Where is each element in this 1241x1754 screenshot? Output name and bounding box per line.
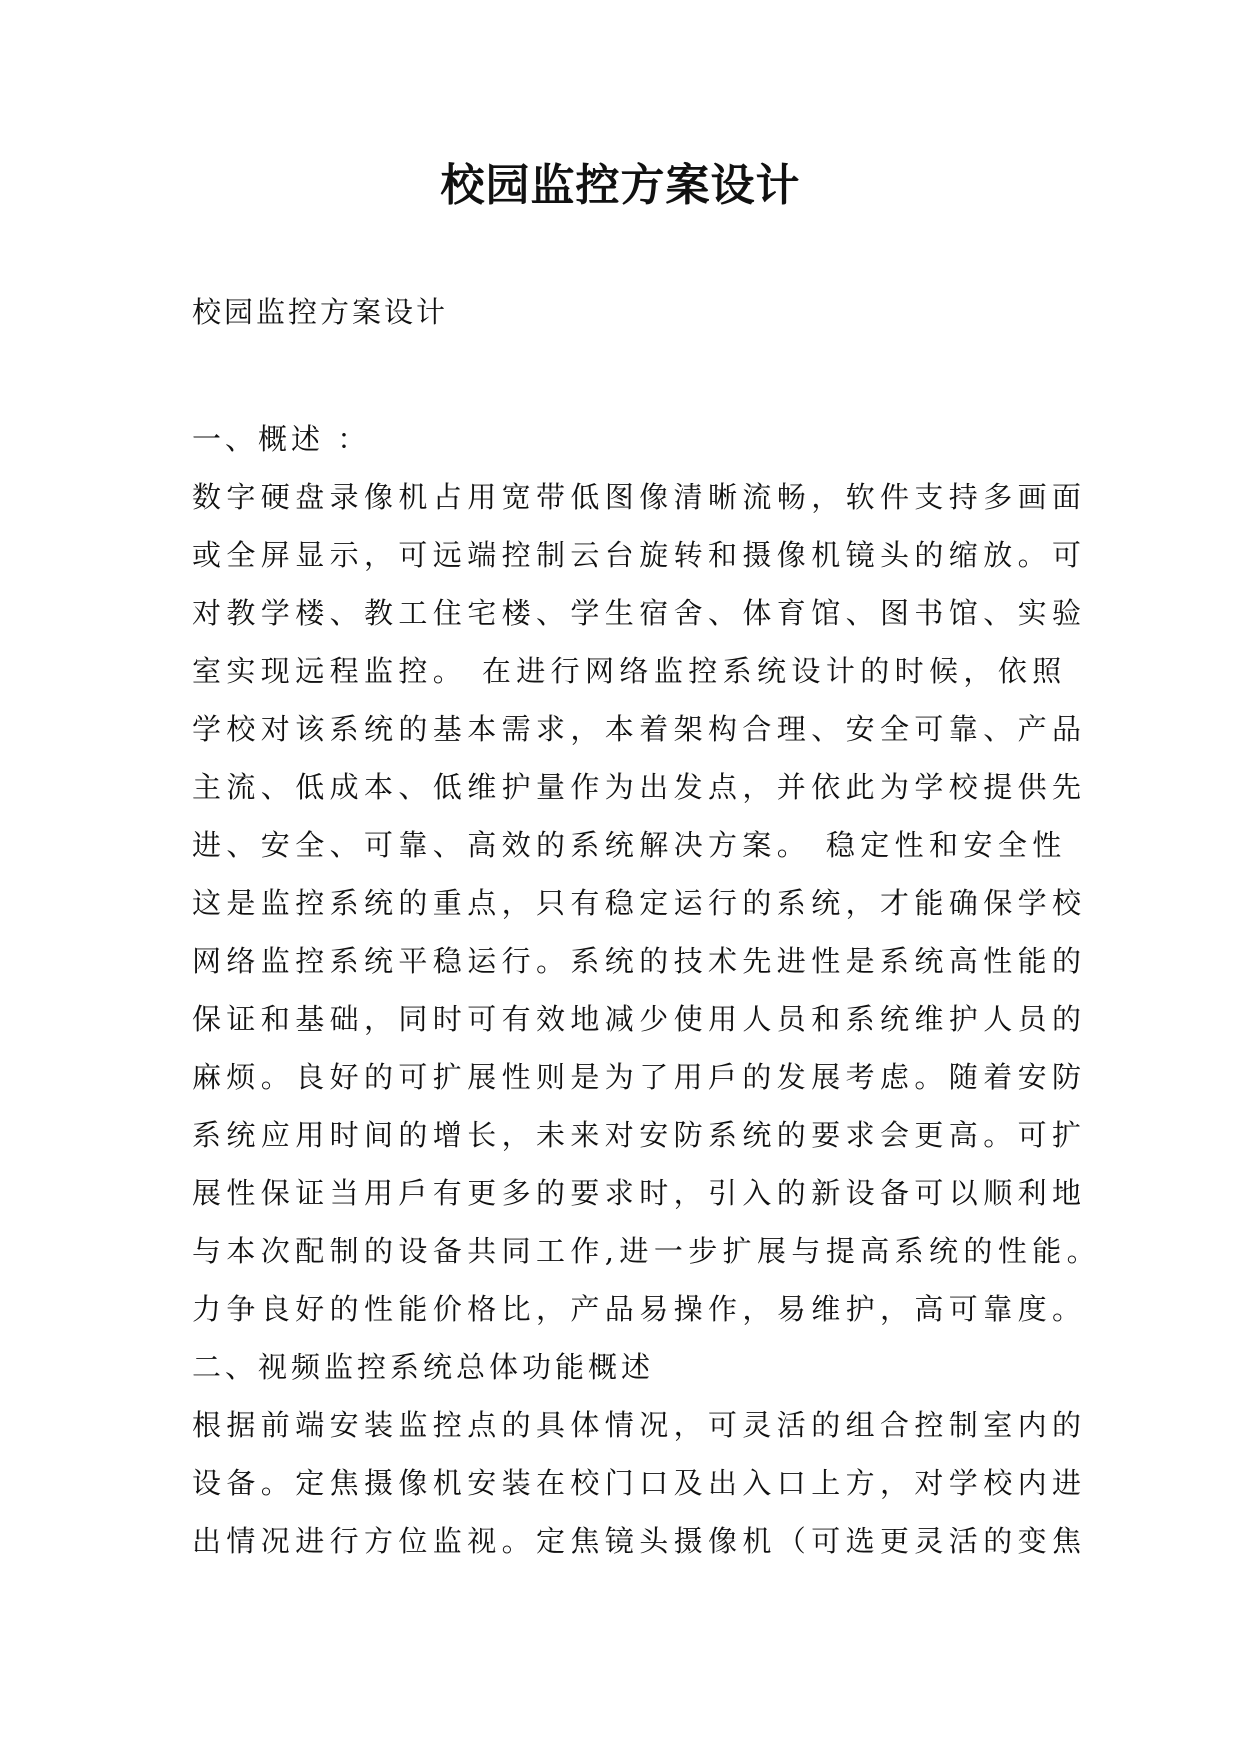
document-subtitle: 校园监控方案设计 — [192, 295, 449, 329]
paragraph-line: 保证和基础，同时可有效地减少使用人员和系统维护人员的 — [192, 1002, 1087, 1036]
paragraph-line: 数字硬盘录像机占用宽带低图像清晰流畅，软件支持多画面 — [192, 480, 1087, 514]
section-heading-function-overview: 二、视频监控系统总体功能概述 — [192, 1350, 655, 1384]
paragraph-line: 系统应用时间的增长，未来对安防系统的要求会更高。可扩 — [192, 1118, 1087, 1152]
paragraph-line: 这是监控系统的重点，只有稳定运行的系统，才能确保学校 — [192, 886, 1087, 920]
paragraph-line: 设备。定焦摄像机安装在校门口及出入口上方，对学校内进 — [192, 1466, 1087, 1500]
section-heading-overview: 一、概述 ： — [192, 422, 371, 456]
paragraph-line: 出情况进行方位监视。定焦镜头摄像机（可选更灵活的变焦 — [192, 1524, 1087, 1558]
document-body — [192, 410, 1102, 1570]
paragraph-line: 网络监控系统平稳运行。系统的技术先进性是系统高性能的 — [192, 944, 1087, 978]
paragraph-line: 室实现远程监控。 在进行网络监控系统设计的时候，依照 — [192, 654, 1067, 688]
paragraph-line: 对教学楼、教工住宅楼、学生宿舍、体育馆、图书馆、实验 — [192, 596, 1087, 630]
paragraph-line: 根据前端安装监控点的具体情况，可灵活的组合控制室内的 — [192, 1408, 1087, 1442]
paragraph-line: 麻烦。良好的可扩展性则是为了用戶的发展考虑。随着安防 — [192, 1060, 1087, 1094]
paragraph-line: 或全屏显示，可远端控制云台旋转和摄像机镜头的缩放。可 — [192, 538, 1087, 572]
paragraph-line: 与本次配制的设备共同工作,进一步扩展与提高系统的性能。 — [192, 1234, 1102, 1268]
paragraph-line: 进、安全、可靠、高效的系统解决方案。 稳定性和安全性 — [192, 828, 1067, 862]
paragraph-line: 力争良好的性能价格比，产品易操作，易维护，高可靠度。 — [192, 1292, 1087, 1326]
paragraph-line: 展性保证当用戶有更多的要求时，引入的新设备可以顺利地 — [192, 1176, 1087, 1210]
paragraph-line: 学校对该系统的基本需求，本着架构合理、安全可靠、产品 — [192, 712, 1087, 746]
document-title: 校园监控方案设计 — [440, 160, 801, 211]
paragraph-line: 主流、低成本、低维护量作为出发点，并依此为学校提供先 — [192, 770, 1087, 804]
